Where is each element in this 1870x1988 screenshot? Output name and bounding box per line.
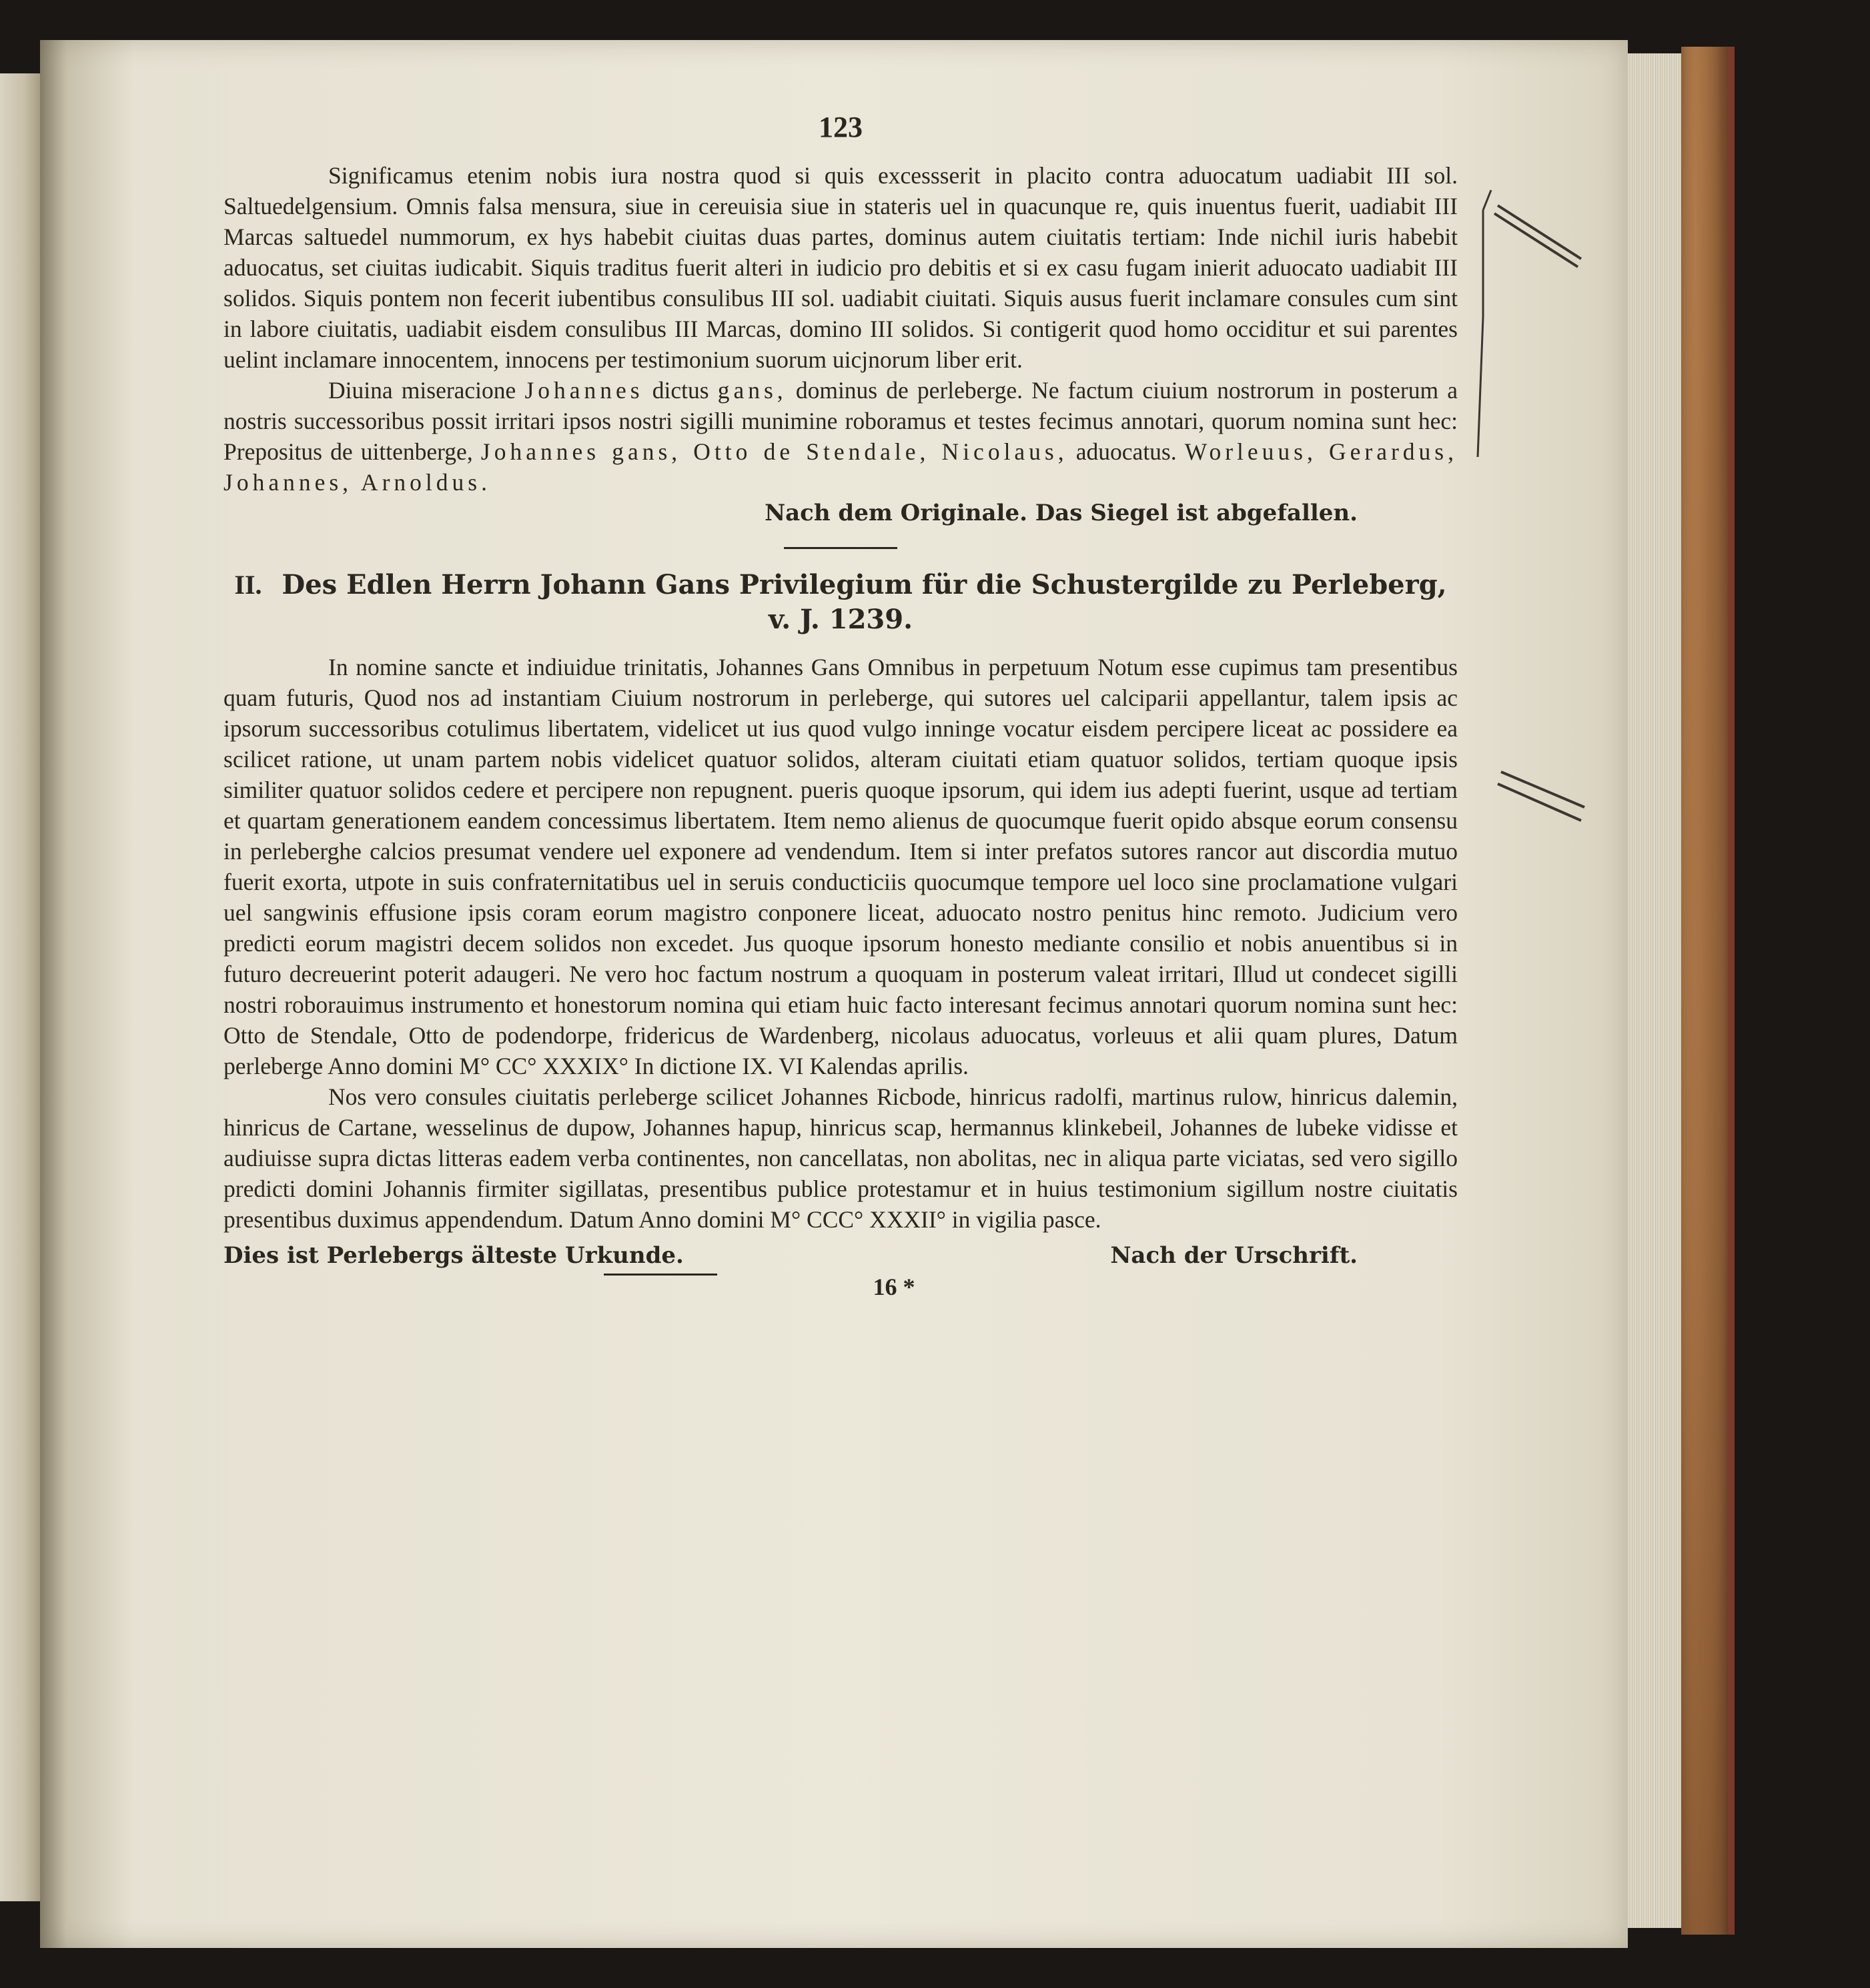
- page-text: [223, 112, 1458, 1302]
- name-gans: gans,: [717, 377, 787, 404]
- witness-names: Johannes gans, Otto de Stendale, Nicolaus,: [480, 438, 1068, 465]
- section-date: v. J. 1239.: [769, 604, 913, 635]
- facing-page-edge: [0, 73, 40, 1901]
- text-run: Diuina miseracione: [328, 377, 516, 404]
- pencil-double-slash-mark-1: [1491, 200, 1584, 280]
- source-note: Nach dem Originale. Das Siegel ist abgefallen.: [765, 500, 1358, 526]
- text-run: aduocatus.: [1075, 438, 1177, 465]
- charter-paragraph-2: In nomine sancte et indiuidue trinitatis, Johannes Gans Omnibus in perpetuum Notum esse cupimus tam presentibus quam futuris, Quod nos ad instantiam Ciuium nostrorum in perleberge, qui sutores uel calciparii appellantur, talem ipsis ac ipsorum successoribus cotulimus libertatem, videlicet ut ius quod vulgo inninge vocatur eisdem percipere liceat ac possidere ea scilicet ratione, ut unam partem nobis videlicet quatuor solidos, alteram ciuitati etiam quatuor solidos, tertiam quoque ipsis similiter quatuor solidos cedere et percipere non repugnent. pueris quoque ipsorum, qui idem ius adepti fuerint, usque ad tertiam et quartam generationem eandem concessimus libertatem. Item nemo alienus de quocumque fuerit opido absque eorum consensu in perleberghe calcios presumat vendere uel exponere ad vendendum. Item si inter prefatos sutores rancor aut discordia mutuo fuerit exorta, utpote in suis confraternitatibus uel in seruis conducticiis quocumque tempore uel loco sine proclamatione vulgari uel sangwinis effusione ipsis coram eorum magistro conponere liceat, aduocato nostro penitus hinc remoto. Judicium vero predicti eorum magistri decem solidos non excedet. Jus quoque ipsorum honesto mediante consilio et nobis anuentibus si in futuro decreuerint poterit adaugeri. Ne vero hoc factum nostrum a quoquam in posterum valeat irritari, Illud ut condecet sigilli nostri roborauimus instrumento et honestorum nomina qui etiam huic facto interesant fecimus annotari quorum nomina sunt hec: Otto de Stendale, Otto de podendorpe, fridericus de Wardenberg, nicolaus aduocatus, vorleuus et alii quam plures, Datum perleberge Anno domini M° CC° XXXIX° In dictione IX. VI Kalendas aprilis.: [223, 654, 1458, 1079]
- footer-right-note: Nach der Urschrift.: [1110, 1242, 1358, 1269]
- section-divider: [784, 547, 897, 549]
- text-run: dictus: [652, 377, 709, 404]
- page-number: 123: [819, 111, 863, 143]
- section-heading: [223, 568, 1458, 637]
- charter-witness-paragraph: [223, 375, 1458, 498]
- signature-mark: 16 *: [873, 1274, 915, 1300]
- name-johannes: Johannes: [524, 377, 644, 404]
- section-title: Des Edlen Herrn Johann Gans Privilegium für die Schustergilde zu Perleberg,: [282, 569, 1447, 600]
- page-stack-edges: [1628, 53, 1681, 1928]
- section-number: II.: [234, 570, 262, 600]
- footer-left-note: Dies ist Perlebergs älteste Urkunde.: [223, 1242, 684, 1269]
- marbled-cover: [1681, 47, 1735, 1935]
- closing-notes: [223, 1240, 1458, 1271]
- confirmation-paragraph: Nos vero consules ciuitatis perleberge scilicet Johannes Ricbode, hinricus radolfi, martinus rulow, hinricus dalemin, hinricus de Cartane, wesselinus de dupow, Johannes hapup, hinricus scap, hermannus klinkebeil, Johannes de lubeke vidisse et audiuisse supra dictas litteras eadem verba continentes, non cancellatas, non abolitas, nec in aliqua parte viciatas, sed vero sigillo predicti domini Johannis firmiter sigillatas, presentibus publice protestamur et in huius testimonium sigillum nostre ciuitatis presentibus duximus appendendum. Datum Anno domini M° CCC° XXXII° in vigilia pasce.: [223, 1083, 1458, 1233]
- pencil-double-slash-mark-2: [1494, 764, 1588, 831]
- witness-names-2: Worleuus, Gerardus, Johannes, Arnoldus.: [223, 438, 1458, 496]
- charter-paragraph-1: Significamus etenim nobis iura nostra quod si quis excessserit in placito contra aduocatum uadiabit III sol. Saltuedelgensium. Omnis falsa mensura, siue in cereuisia siue in stateris uel in quacunque re, quis inuentus fuerit, uadiabit III Marcas saltuedel nummorum, ex hys habebit ciuitas duas partes, dominus autem ciuitatis tertiam: Inde nichil iuris habebit aduocatus, set ciuitas iudicabit. Siquis traditus fuerit alteri in iudicio pro debitis et si ex casu fugam inierit aduocato uadiabit III solidos. Siquis pontem non fecerit iubentibus consulibus III sol. uadiabit ciuitati. Siquis ausus fuerit inclamare consules cum sint in labore ciuitatis, uadiabit eisdem consulibus III Marcas, domino III solidos. Si contigerit quod homo occiditur et sui parentes uelint inclamare innocentem, innocens per testimonium suorum uicjnorum liber erit.: [223, 162, 1458, 373]
- text-run: dominus de perleberge. Ne factum ciuium nostrorum in posterum a nostris successoribus possit irritari ipsos nostri sigilli munimine roboramus et testes fecimus annotari, quorum nomina sunt hec: Prepositus de uittenberge,: [223, 377, 1458, 465]
